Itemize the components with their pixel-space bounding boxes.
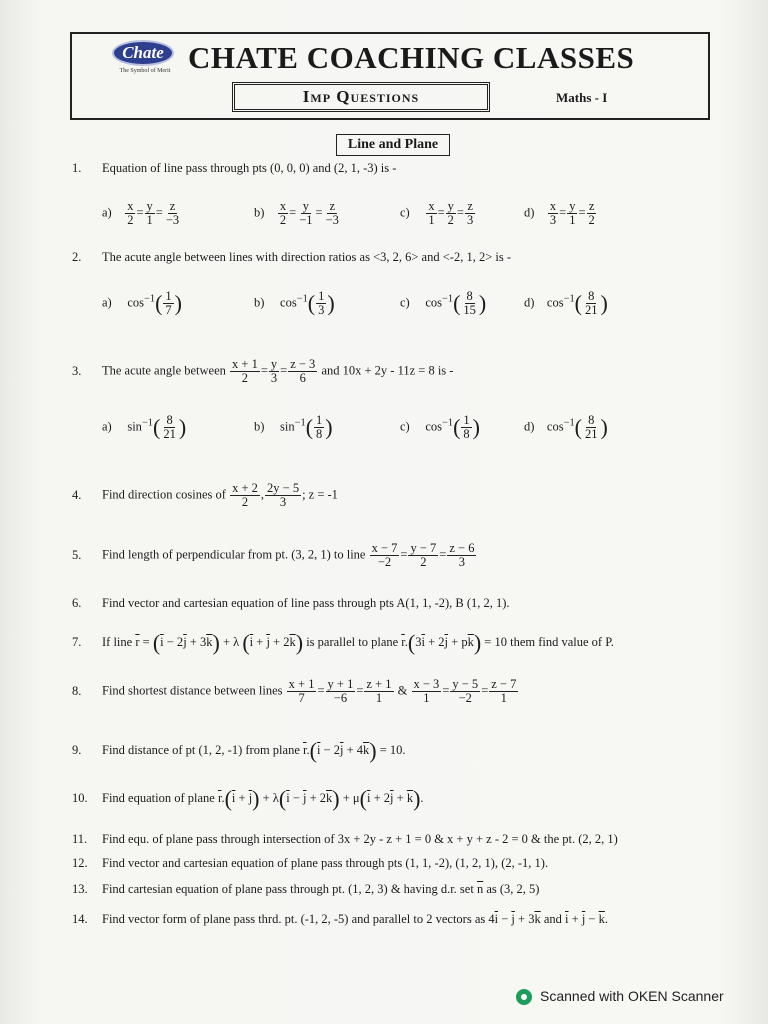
institute-title: CHATE COACHING CLASSES bbox=[188, 40, 635, 75]
q1-option-b: b) $\frac{x}{2}$ = $\frac{y}{-1}$ = $\frac{z}{-3}$ bbox=[254, 199, 339, 228]
question-6: 6. Find vector and cartesian equation of line pass through pts A(1, 1, -2), B (1, 2, 1). bbox=[72, 596, 510, 610]
q1-option-a: a) $\frac{x}{2}$ = $\frac{y}{1}$ = $\frac{z}{-3}$ bbox=[102, 199, 180, 228]
chate-logo: Chate bbox=[112, 40, 174, 66]
q2-option-c: c) $\cos^{-1}$( $\frac{8}{15}$ ) bbox=[400, 289, 487, 318]
question-9: 9. Find distance of pt (1, 2, -1) from plane $\overline{r}.(\overline{i} - 2\overline{j} + 4\overline{k}) = 10$. bbox=[72, 738, 406, 763]
question-3: 3. The acute angle between $\frac{x + 1}{2}$ = $\frac{y}{3}$ = $\frac{z - 3}{6}$ and 10x + 2y - 11z = 8 is - bbox=[72, 357, 454, 386]
question-1: 1. Equation of line pass through pts (0, 0, 0) and (2, 1, -3) is - bbox=[72, 161, 397, 175]
q1-option-c: c) $\frac{x}{1}$ = $\frac{y}{2}$ = $\frac{z}{3}$ bbox=[400, 199, 474, 228]
q3-option-c: c) $\cos^{-1}$( $\frac{1}{8}$ ) bbox=[400, 413, 480, 442]
q2-option-b: b) $\cos^{-1}$( $\frac{1}{3}$ ) bbox=[254, 289, 335, 318]
imp-questions-banner: Imp Questions bbox=[232, 82, 490, 112]
q2-option-d: d) $\cos^{-1}$( $\frac{8}{21}$ ) bbox=[524, 289, 608, 318]
question-14: 14. Find vector form of plane pass thrd. pt. (-1, 2, -5) and parallel to 2 vectors as $4\overline{i} - \overline{j} + 3\overline{k}$ and $\overline{i} + \overline{j} - \overline{k}$. bbox=[72, 912, 608, 926]
q2-option-a: a) $\cos^{-1}$( $\frac{1}{7}$ ) bbox=[102, 289, 182, 318]
q3-option-a: a) $\sin^{-1}$( $\frac{8}{21}$ ) bbox=[102, 413, 187, 442]
question-7: 7. If line $\overline{r} = (\overline{i} - 2\overline{j} + 3\overline{k}) + \lambda$ $(\overline{i} + \overline{j} + 2\overline{k})$ is parallel to plane $\overline{r}.(3\overline{i} + 2\overline{j} + p\overline{k}) = 10$ them find value of P. bbox=[72, 630, 614, 655]
subject-label: Maths - I bbox=[556, 90, 608, 105]
question-12: 12. Find vector and cartesian equation of plane pass through pts (1, 1, -2), (1, 2, 1), (2, -1, 1). bbox=[72, 856, 549, 870]
question-2: 2. The acute angle between lines with direction ratios as <3, 2, 6> and <-2, 1, 2> is - bbox=[72, 250, 511, 264]
logo-tagline: The Symbol of Merit bbox=[119, 68, 171, 74]
question-4: 4. Find direction cosines of $\frac{x + 2}{2}$ , $\frac{2y - 5}{3}$ ; z = -1 bbox=[72, 481, 338, 510]
scanner-watermark: Scanned with OKEN Scanner bbox=[516, 988, 724, 1005]
header-box bbox=[70, 32, 710, 120]
question-5: 5. Find length of perpendicular from pt. (3, 2, 1) to line $\frac{x - 7}{-2}$ = $\frac{y - 7}{2}$ = $\frac{z - 6}{3}$ bbox=[72, 541, 475, 570]
question-text: Equation of line pass through pts (0, 0, 0) and (2, 1, -3) is - bbox=[102, 161, 397, 175]
question-13: 13. Find cartesian equation of plane pass through pt. (1, 2, 3) & having d.r. set $\overline{n}$ as (3, 2, 5) bbox=[72, 882, 540, 896]
scanner-logo-icon bbox=[516, 989, 532, 1005]
question-11: 11. Find equ. of plane pass through intersection of 3x + 2y - z + 1 = 0 & x + y + z - 2 = 0 & the pt. (2, 2, 1) bbox=[72, 832, 618, 846]
q3-option-b: b) $\sin^{-1}$( $\frac{1}{8}$ ) bbox=[254, 413, 333, 442]
q1-option-d: d) $\frac{x}{3}$ = $\frac{y}{1}$ = $\frac{z}{2}$ bbox=[524, 199, 595, 228]
section-title: Line and Plane bbox=[336, 134, 450, 156]
question-8: 8. Find shortest distance between lines $\frac{x + 1}{7}$ = $\frac{y + 1}{-6}$ = $\frac{z + 1}{1}$ & $\frac{x - 3}{1}$ = $\frac{y - 5}{-2}$ = $\frac{z - 7}{1}$ bbox=[72, 677, 517, 706]
question-10: 10. Find equation of plane $\overline{r}.(\overline{i} + \overline{j}) + \lambda(\overline{i} - \overline{j} + 2\overline{k}) + \mu(\overline{i} + 2\overline{j} + \overline{k})$. bbox=[72, 786, 424, 811]
q3-option-d: d) $\cos^{-1}$( $\frac{8}{21}$ ) bbox=[524, 413, 608, 442]
